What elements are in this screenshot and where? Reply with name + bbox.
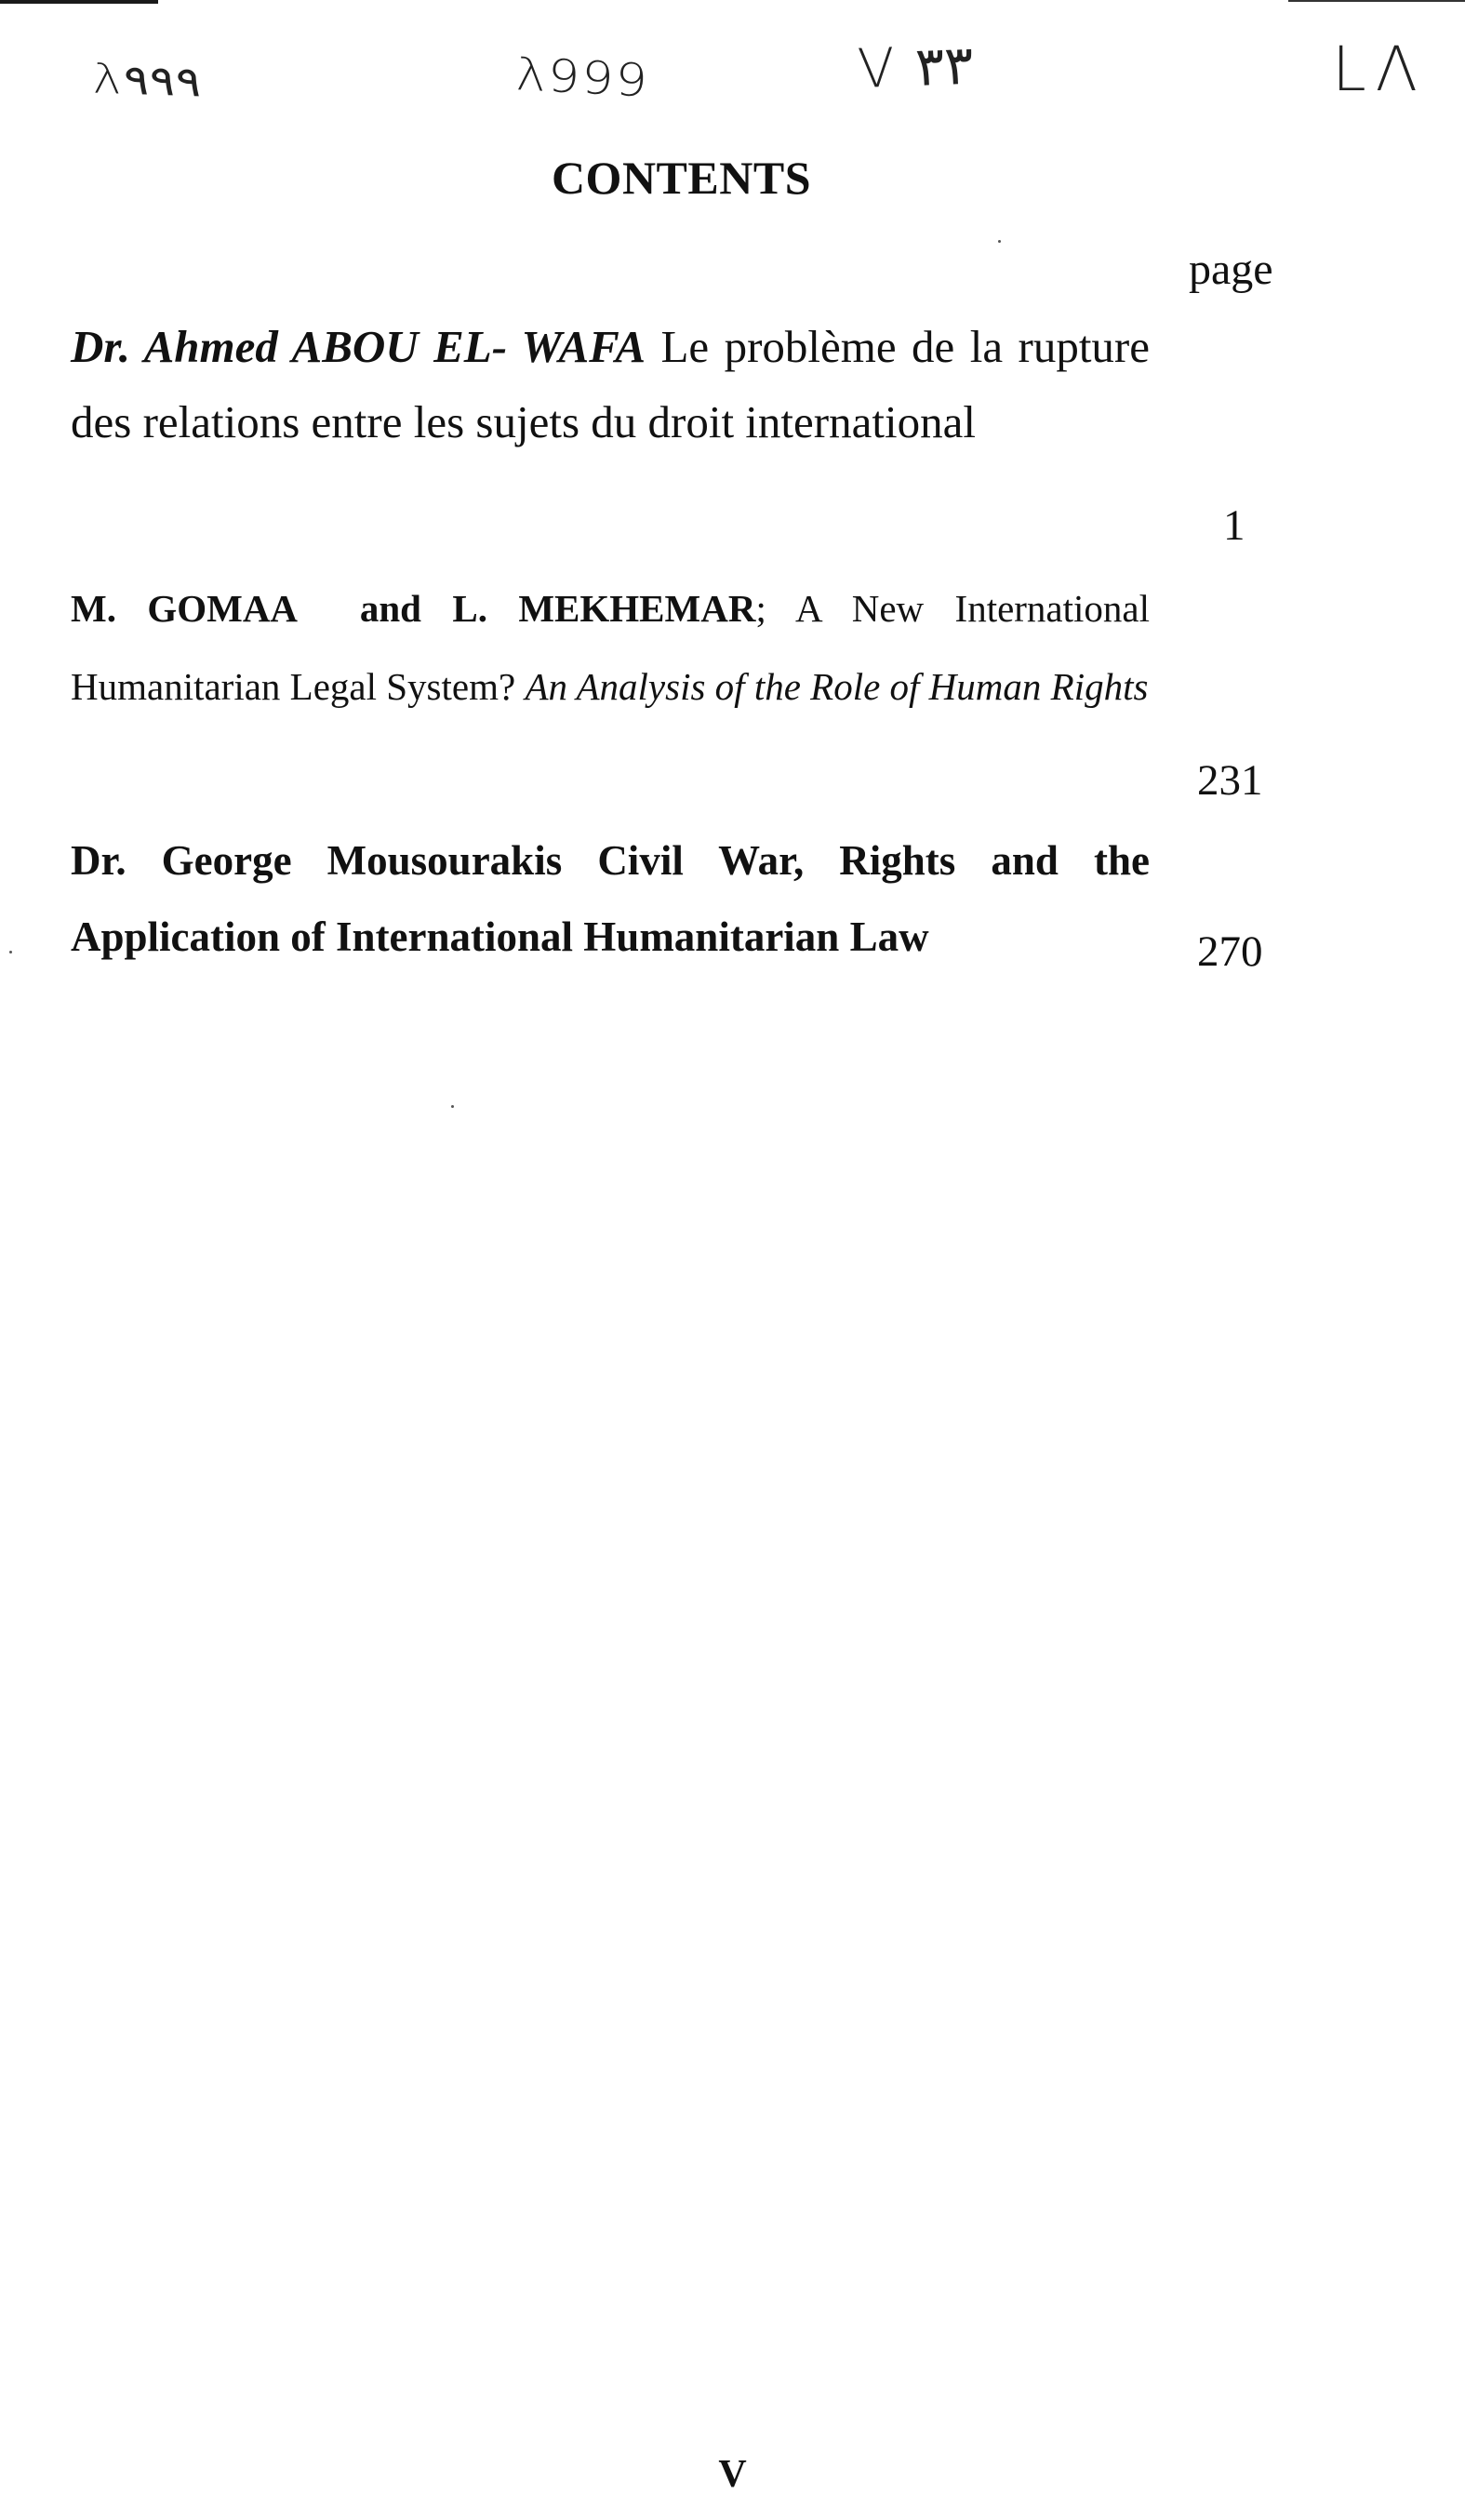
handwritten-mark-code: LΛ bbox=[1332, 33, 1427, 105]
handwritten-mark-volume: V ۳۳ bbox=[856, 33, 975, 100]
toc-entry-1-title: Le problème de la rupture des relations entre les sujets du droit international bbox=[71, 321, 1150, 447]
page-folio: V bbox=[718, 2453, 747, 2496]
page-column-label: page bbox=[1189, 245, 1273, 294]
toc-entry-3-page: 270 bbox=[1197, 927, 1263, 976]
scan-speck bbox=[9, 951, 12, 953]
scan-speck bbox=[451, 1105, 454, 1108]
toc-entry-2 bbox=[71, 569, 1150, 726]
toc-entry-2-author-joiner: and bbox=[359, 587, 421, 630]
toc-entry-2-title: ; A New International Humanitarian Legal System? bbox=[71, 587, 1151, 708]
toc-entry-1-page: 1 bbox=[1223, 501, 1245, 550]
toc-entry-2-subtitle: An Analysis of the Role of Human Rights bbox=[525, 665, 1149, 708]
toc-entry-3-author: Dr. George Mousourakis bbox=[71, 837, 563, 884]
toc-entry-1 bbox=[71, 309, 1150, 460]
scan-speck bbox=[998, 240, 1001, 243]
contents-title: CONTENTS bbox=[551, 152, 812, 204]
toc-entry-2-author-2: L. MEKHEMAR bbox=[452, 587, 756, 630]
scan-edge-top-left bbox=[0, 0, 158, 4]
toc-entry-3-title: Civil War, Rights and the Application of International Humanitarian Law bbox=[71, 837, 1150, 960]
toc-entry-1-author: Dr. Ahmed ABOU EL- WAFA bbox=[71, 321, 646, 372]
toc-entry-2-author-1: M. GOMAA bbox=[71, 587, 299, 630]
toc-entry-2-page: 231 bbox=[1197, 756, 1263, 805]
scan-edge-top-right bbox=[1288, 0, 1465, 2]
handwritten-mark-year: λ999 bbox=[514, 47, 651, 108]
handwritten-mark-accession: λ٩٩٩ bbox=[92, 55, 203, 107]
toc-entry-3 bbox=[71, 822, 1150, 975]
